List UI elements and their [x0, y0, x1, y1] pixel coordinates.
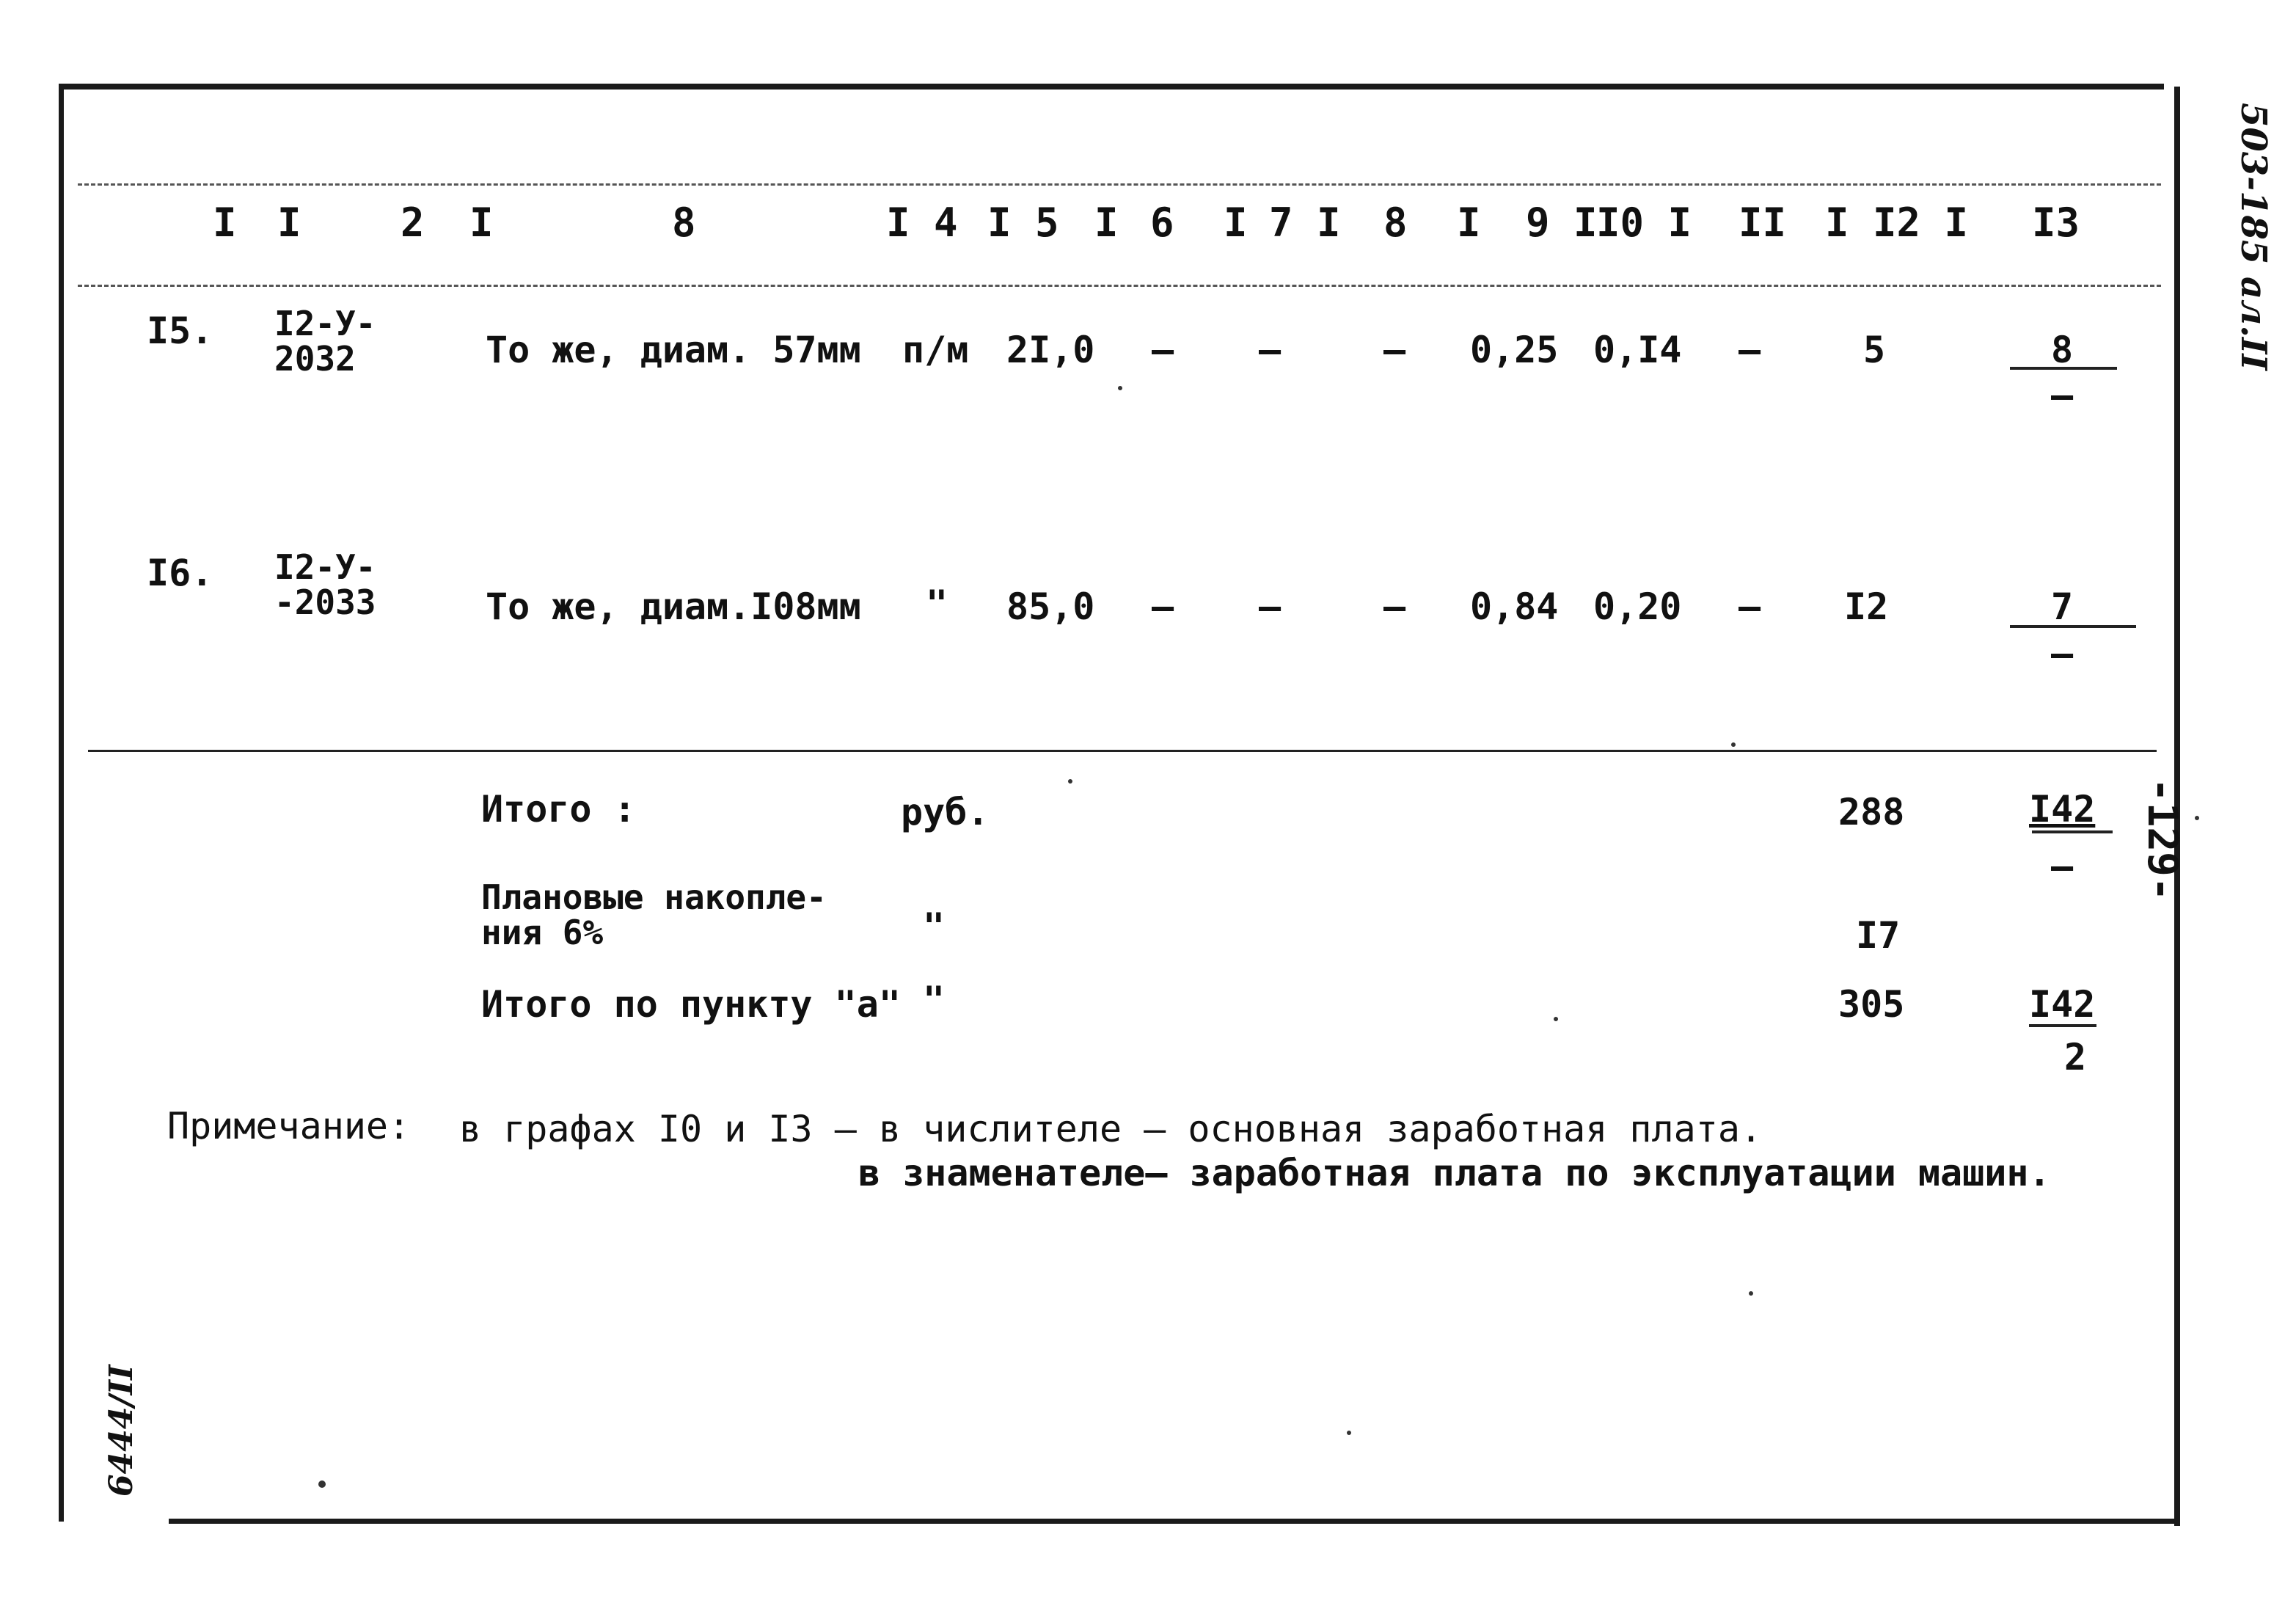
col-6-value: – [1152, 329, 1174, 371]
col-8-value: – [1383, 329, 1406, 371]
planned-accumulation-label-1: Плановые накопле- [481, 877, 827, 917]
scan-speck [1749, 1291, 1753, 1296]
col-10-value: 0,20 [1593, 585, 1682, 628]
scan-speck [1118, 386, 1122, 390]
col-header-5: I 5 [987, 200, 1059, 246]
quantity: 85,0 [1006, 585, 1095, 628]
col-header-4: I 4 [886, 200, 958, 246]
planned-accumulation-unit: " [923, 905, 946, 948]
fraction-line [2029, 1024, 2096, 1027]
header-top-rule [78, 183, 2161, 186]
total-col-13-denominator: – [2051, 845, 2074, 888]
total-label: Итого : [481, 788, 636, 830]
price-code-line-2: 2032 [274, 339, 356, 379]
total-unit: руб. [901, 791, 990, 833]
col-header-sep: I [277, 200, 301, 246]
col-9-value: 0,84 [1470, 585, 1559, 628]
col-11-value: – [1739, 585, 1761, 628]
col-13-denominator: – [2051, 632, 2074, 675]
col-header-3: 8 [672, 200, 696, 246]
col-header-12: I I2 I [1825, 200, 1969, 246]
unit: п/м [902, 329, 969, 371]
col-header-10: I0 I [1596, 200, 1692, 246]
col-header-2: 2 [401, 200, 425, 246]
item-a-total-col-12: 305 [1838, 983, 1905, 1026]
scan-speck [1554, 1017, 1558, 1021]
col-header-sep: I [1457, 200, 1481, 246]
price-code-line-2: -2033 [274, 583, 376, 622]
col-12-value: 5 [1863, 329, 1886, 371]
work-description: То же, диам. 57мм [486, 329, 861, 371]
frame-left-border [59, 84, 64, 1522]
item-a-total-unit: " [923, 979, 946, 1021]
col-header-11: II [1739, 200, 1787, 246]
col-header-sep: I [469, 200, 494, 246]
col-13-denominator: – [2051, 374, 2074, 417]
price-code-line-1: I2-У- [274, 304, 376, 343]
col-12-value: I2 [1844, 585, 1889, 628]
total-col-13-numerator: I42 [2029, 788, 2096, 830]
item-a-total-label: Итого по пункту "а" [481, 983, 901, 1026]
col-header-8: 8 [1383, 200, 1408, 246]
scan-speck [2195, 816, 2199, 820]
col-7-value: – [1259, 329, 1282, 371]
col-11-value: – [1739, 329, 1761, 371]
col-6-value: – [1152, 585, 1174, 628]
fraction-line [2032, 830, 2113, 833]
col-header-7: 7 I [1269, 200, 1341, 246]
col-8-value: – [1383, 585, 1406, 628]
row-number: I6. [147, 552, 213, 594]
scan-speck [1731, 742, 1736, 747]
scan-speck [1068, 779, 1072, 784]
col-header-1: I [213, 200, 237, 246]
work-description: То же, диам.I08мм [486, 585, 861, 628]
header-bottom-rule [78, 285, 2161, 287]
col-header-13: I3 [2032, 200, 2080, 246]
col-header-sep: I [1224, 200, 1248, 246]
note-label: Примечание: [167, 1105, 411, 1147]
frame-bottom-border [169, 1519, 2180, 1524]
planned-accumulation-col-12: I7 [1856, 914, 1901, 957]
unit: " [926, 583, 948, 625]
fraction-line [2010, 625, 2136, 628]
archive-stamp: 6444/II [103, 1365, 140, 1497]
col-header-9: 9 I [1526, 200, 1598, 246]
col-13-numerator: 8 [2051, 329, 2074, 371]
scan-speck [318, 1480, 326, 1488]
col-header-sep: I [1094, 200, 1119, 246]
note-line-1: в графах I0 и I3 – в числителе – основная заработная плата. [459, 1108, 1763, 1150]
row-number: I5. [147, 310, 213, 352]
col-9-value: 0,25 [1470, 329, 1559, 371]
frame-top-border [59, 84, 2164, 90]
price-code-line-1: I2-У- [274, 547, 376, 587]
item-a-total-col-13-numerator: I42 [2029, 983, 2096, 1026]
planned-accumulation-label-2: ния 6% [481, 913, 604, 952]
document-reference: 503-185 ал.II [2233, 103, 2274, 370]
quantity: 2I,0 [1006, 329, 1095, 371]
col-header-6: 6 [1150, 200, 1174, 246]
note-line-2: в знаменателе– заработная плата по эксплуатации машин. [858, 1152, 2051, 1194]
total-col-12: 288 [1838, 791, 1905, 833]
page-number: -129- [2138, 778, 2186, 902]
col-10-value: 0,I4 [1593, 329, 1682, 371]
scan-speck [1347, 1431, 1351, 1435]
col-13-numerator: 7 [2051, 585, 2074, 628]
table-end-rule [88, 750, 2157, 752]
item-a-total-col-13-denominator: 2 [2064, 1036, 2087, 1078]
col-7-value: – [1259, 585, 1282, 628]
fraction-line [2010, 367, 2117, 370]
